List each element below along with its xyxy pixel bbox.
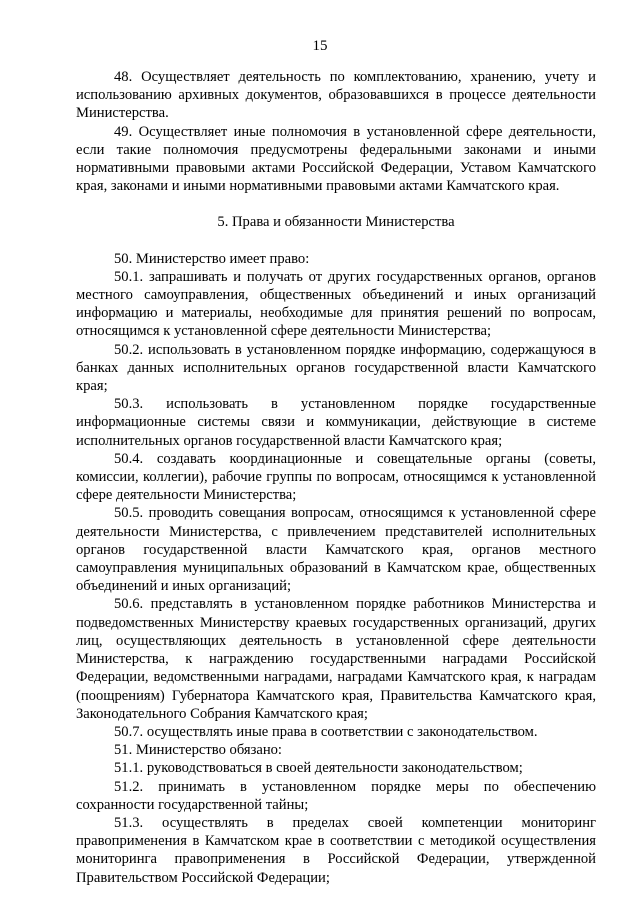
- paragraph-51-3: 51.3. осуществлять в пределах своей компетенции мониторинг правоприменения в Камчатском крае в соответствии с методикой осуществления мониторинга правоприменения в Российской Федерации, утвержденной Правительством Российской Федерации;: [76, 814, 596, 886]
- paragraph-50-1: 50.1. запрашивать и получать от других государственных органов, органов местного самоуправления, общественных объединений и иных организаций информацию и материалы, необходимые для принятия решений по вопросам, относящимся к установленной сфере деятельности Министерства;: [76, 268, 596, 340]
- paragraph-50-5: 50.5. проводить совещания вопросам, относящимся к установленной сфере деятельности Министерства, с привлечением представителей исполнительных органов государственной власти Камчатского края, органов местного самоуправления муниципальных образований в Камчатском крае, общественных объединений и иных организаций;: [76, 505, 596, 595]
- paragraph-50-7: 50.7. осуществлять иные права в соответствии с законодательством.: [114, 723, 538, 740]
- document-body: [76, 68, 596, 887]
- paragraph-48: 48. Осуществляет деятельность по комплектованию, хранению, учету и использованию архивных документов, образовавшихся в процессе деятельности Министерства.: [76, 69, 596, 122]
- section-heading: 5. Права и обязанности Министерства: [217, 214, 455, 231]
- page-number: 15: [312, 38, 328, 54]
- paragraph-51-2: 51.2. принимать в установленном порядке меры по обеспечению сохранности государственной тайны;: [76, 778, 596, 813]
- paragraph-50-3: 50.3. использовать в установленном порядке государственные информационные системы связи и коммуникации, действующие в системе исполнительных органов государственной власти Камчатского края;: [76, 396, 596, 449]
- paragraph-49: 49. Осуществляет иные полномочия в установленной сфере деятельности, если такие полномочия предусмотрены федеральными законами и иными нормативными правовыми актами Российской Федерации, Уставом Камчатского края, законами и иными нормативными правовыми актами Камчатского края.: [76, 123, 596, 195]
- paragraph-50-2: 50.2. использовать в установленном порядке информацию, содержащуюся в банках данных исполнительных органов государственной власти Камчатского края;: [76, 341, 596, 395]
- paragraph-50-4: 50.4. создавать координационные и совещательные органы (советы, комиссии, коллегии), рабочие группы по вопросам, относящимся к установленной сфере деятельности Министерства;: [76, 450, 596, 504]
- paragraph-51: 51. Министерство обязано:: [114, 742, 282, 759]
- paragraph-50: 50. Министерство имеет право:: [114, 250, 310, 267]
- paragraph-51-1: 51.1. руководствоваться в своей деятельности законодательством;: [114, 760, 523, 777]
- paragraph-50-6: 50.6. представлять в установленном порядке работников Министерства и подведомственных Министерству краевых государственных организаций, других лиц, осуществляющих деятельность в установленной сфере деятельности Министерства, к награждению государственными наградами Российской Федерации, ведомственными наградами, наградами Камчатского края, к наградам (поощрениям) Губернатора Камчатского края, Правительства Камчатского края, Законодательного Собрания Камчатского края;: [76, 596, 596, 722]
